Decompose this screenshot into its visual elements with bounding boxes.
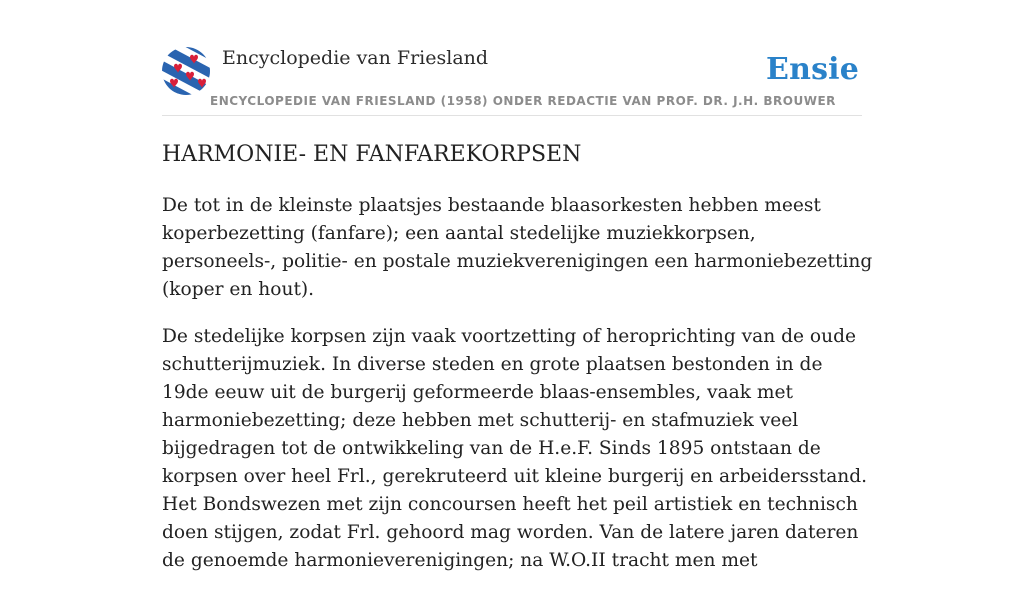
header-divider — [162, 115, 862, 116]
frisian-flag-icon[interactable] — [162, 47, 210, 95]
encyclopedia-subtitle: ENCYCLOPEDIE VAN FRIESLAND (1958) ONDER REDACTIE VAN PROF. DR. J.H. BROUWER — [210, 94, 836, 108]
site-title[interactable]: Encyclopedie van Friesland — [222, 47, 489, 69]
article-paragraph: De stedelijke korpsen zijn vaak voortzetting of heroprichting van de oude schutterijmuziek. In diverse steden en grote plaatsen bestonden in de 19de eeuw uit de burgerij geformeerde blaas-ensembles, vaak met harmoniebezetting; deze hebben met schutterij- en stafmuziek veel bijgedragen tot de ontwikkeling van de H.e.F. Sinds 1895 ontstaan de korpsen over heel Frl., gerekruteerd uit kleine burgerij en arbeidersstand. Het Bondswezen met zijn concoursen heeft het peil artistiek en technisch doen stijgen, zodat Frl. gehoord mag worden. Van de latere jaren dateren de genoemde harmonieverenigingen; na W.O.II tracht men met — [162, 326, 868, 571]
brand-logo[interactable]: Ensie — [766, 52, 860, 87]
article-paragraph: De tot in de kleinste plaatsjes bestaande blaasorkesten hebben meest koperbezetting (fanfare); een aantal stedelijke muziekkorpsen, personeels-, politie- en postale muziekverenigingen een harmoniebezetting (koper en hout). — [162, 195, 873, 300]
article-body — [162, 192, 874, 594]
article-title: HARMONIE- EN FANFAREKORPSEN — [162, 142, 582, 167]
